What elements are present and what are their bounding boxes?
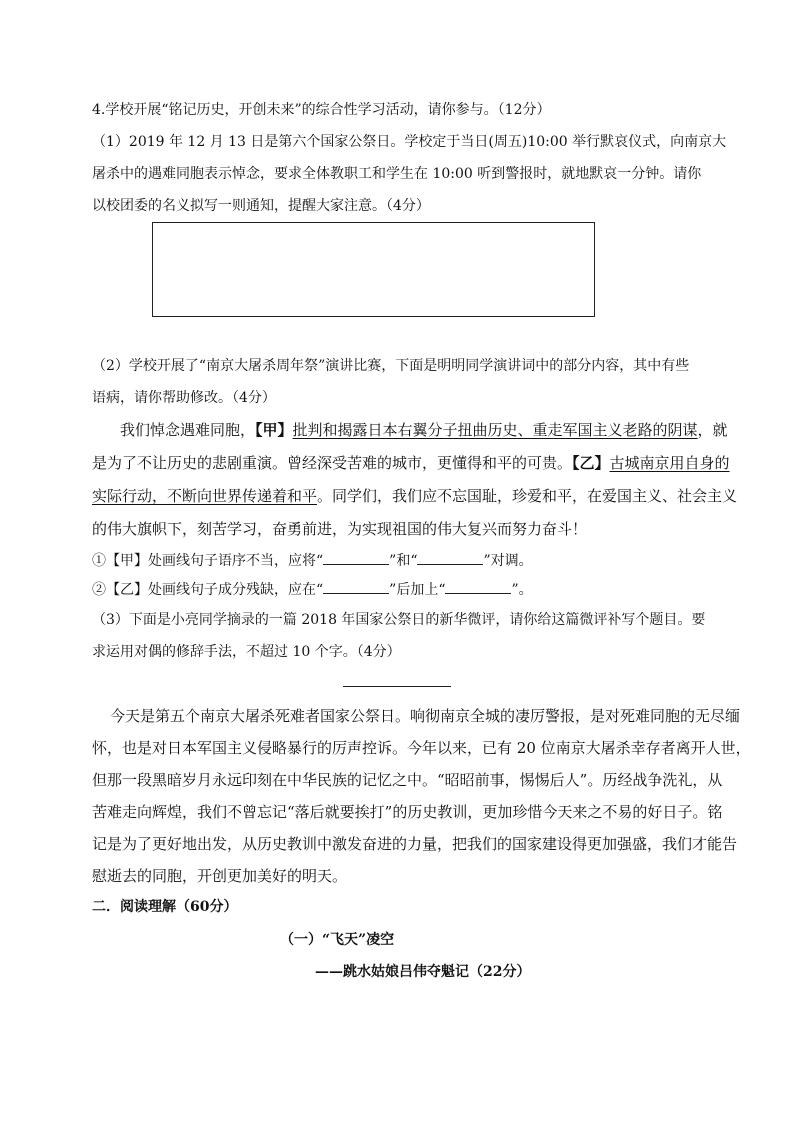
q4-part2-line2: 语病，请你帮助修改。（4分）: [92, 390, 276, 406]
fix1-text-c: ”对调。: [483, 553, 533, 569]
speech-text: 。同学们，我们应不忘国耻，珍爱和平，在爱国主义、社会主义: [317, 487, 738, 505]
speech-text: 我们悼念遇难同胞，: [120, 421, 256, 439]
q4-part1-line3: 以校团委的名义拟写一则通知，提醒大家注意。（4分）: [92, 198, 430, 214]
underlined-sentence-yi: 古城南京用自身的: [609, 454, 730, 472]
fix2-text-b: ”后加上“: [389, 582, 446, 598]
fix2-blank-2[interactable]: [445, 581, 511, 594]
speech-line-2: [92, 453, 730, 473]
marker-yi: 【乙】: [572, 454, 610, 472]
weiping-line-3: 但那一段黑暗岁月永远印刻在中华民族的记忆之中。“昭昭前事，惕惕后人”。历经战争洗礼，从: [92, 771, 723, 789]
weiping-line-1: 今天是第五个南京大屠杀死难者国家公祭日。响彻南京全城的凄厉警报，是对死难同胞的无尽缅: [110, 707, 741, 725]
speech-line-1: [120, 420, 728, 440]
underlined-sentence-yi-cont: 实际行动，不断向世界传递着和平: [92, 487, 318, 505]
fix1-blank-2[interactable]: [417, 552, 483, 565]
fix1-text-b: ”和“: [389, 553, 418, 569]
speech-text: ，就: [697, 421, 728, 439]
fix2-text-a: ②【乙】处画线句子成分残缺，应在“: [92, 582, 324, 598]
fix2-blank-1[interactable]: [323, 581, 389, 594]
article-subtitle: ——跳水姑娘吕伟夺魁记（22分）: [315, 964, 531, 980]
weiping-line-6: 慰逝去的同胞，开创更加美好的明天。: [92, 867, 348, 885]
fix1-text-a: ①【甲】处画线句子语序不当，应将“: [92, 553, 324, 569]
speech-line-4: 的伟大旗帜下，刻苦学习，奋勇前进，为实现祖国的伟大复兴而努力奋斗！: [92, 520, 588, 538]
article-title: （一）“飞天”凌空: [280, 932, 395, 948]
fix2-text-c: ”。: [511, 582, 533, 598]
marker-jia: 【甲】: [255, 421, 293, 439]
q4-title: 4.学校开展“铭记历史，开创未来”的综合性学习活动，请你参与。（12分）: [92, 102, 551, 118]
weiping-line-4: 苦难走向辉煌，我们不曾忘记“落后就要挨打”的历史教训，更加珍惜今天来之不易的好日子。铭: [92, 803, 723, 821]
q4-part3-line2: 求运用对偶的修辞手法，不超过 10 个字。（4分）: [92, 644, 401, 660]
section-heading: 二．阅读理解（60分）: [92, 899, 238, 915]
weiping-line-5: 记是为了更好地出发，从历史教训中激发奋进的力量，把我们的国家建设得更加强盛，我们才能告: [92, 835, 738, 853]
speech-text: 是为了不让历史的悲剧重演。曾经深受苦难的城市，更懂得和平的可贵。: [92, 454, 573, 472]
title-answer-line[interactable]: [343, 686, 451, 687]
fix-item-2: [92, 580, 533, 600]
fix-item-1: [92, 551, 533, 571]
q4-part1-line1: （1）2019 年 12 月 13 日是第六个国家公祭日。学校定于当日(周五)10:00 举行默哀仪式，向南京大: [92, 134, 727, 150]
notice-answer-box[interactable]: [152, 222, 595, 317]
underlined-sentence-jia: 批判和揭露日本右翼分子扭曲历史、重走军国主义老路的阴谋: [292, 421, 698, 439]
weiping-line-2: 怀，也是对日本军国主义侵略暴行的厉声控诉。今年以来，已有 20 位南京大屠杀幸存者离开人世，: [92, 739, 751, 757]
q4-part2-line1: （2）学校开展了“南京大屠杀周年祭”演讲比赛，下面是明明同学演讲词中的部分内容，其中有些: [92, 358, 690, 374]
fix1-blank-1[interactable]: [323, 552, 389, 565]
speech-line-3: [92, 486, 737, 506]
q4-part3-line1: （3）下面是小亮同学摘录的一篇 2018 年国家公祭日的新华微评，请你给这篇微评补写个题目。要: [92, 612, 706, 628]
q4-part1-line2: 屠杀中的遇难同胞表示悼念，要求全体教职工和学生在 10:00 听到警报时，就地默哀一分钟。请你: [92, 166, 702, 182]
